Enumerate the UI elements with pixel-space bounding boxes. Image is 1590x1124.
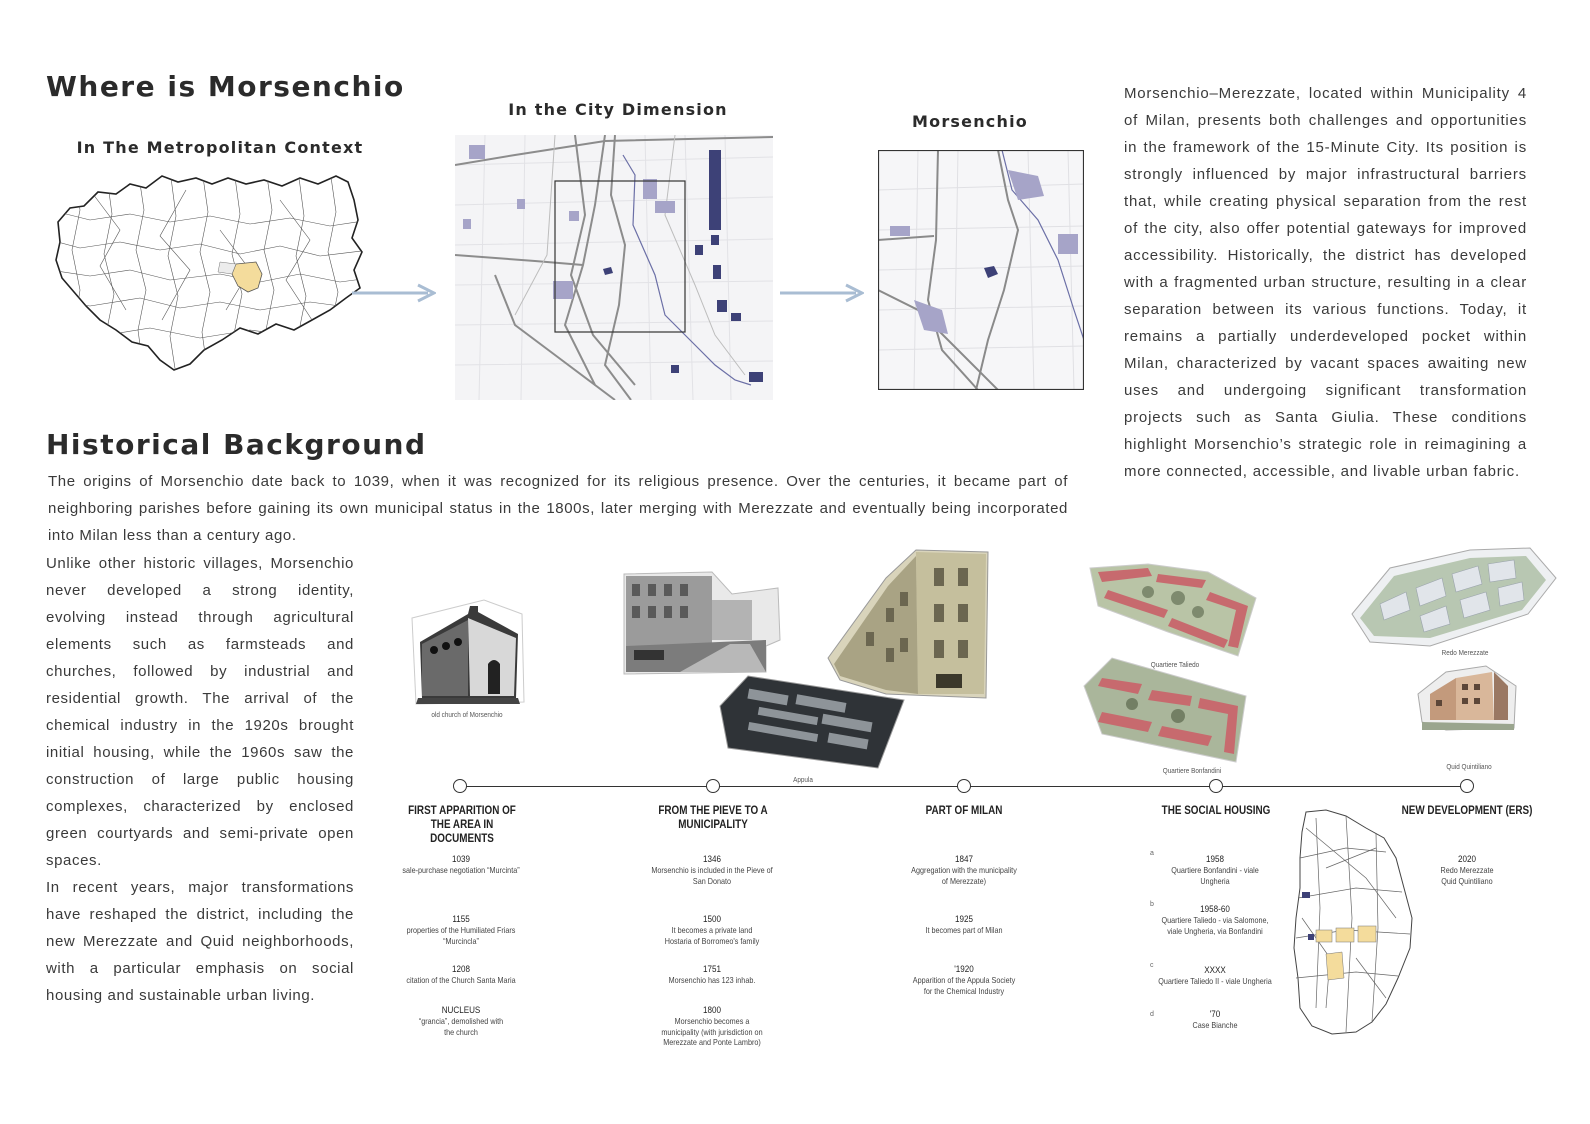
timeline-event: 1039 sale-purchase negotiation “Murcinta” [402, 854, 520, 875]
timeline-event: XXXX Quartiere Taliedo II - viale Ungheria [1158, 965, 1272, 986]
district-sketch-map [1286, 808, 1416, 1038]
history-intro: The origins of Morsenchio date back to 1039, when it was recognized for its religious presence. Over the centuries, it became part of neighboring parishes before gaining its own municipal status in the 1800s, later merging with Merezzate and eventually being incorporated into Milan less than a century ago. [48, 473, 1068, 544]
event-marker: c [1150, 962, 1154, 969]
arrow-right-icon [780, 283, 864, 303]
quid-quintiliano-photo [1416, 664, 1520, 732]
caption-appula: Appula [793, 775, 813, 784]
timeline-event: 1958-60 Quartiere Taliedo - via Salomone, viale Ungheria, via Bonfandini [1161, 904, 1269, 936]
caption-bonfandini: Quartiere Bonfandini [1162, 766, 1222, 775]
phase-title: PART OF MILAN [925, 805, 1003, 817]
timeline-node [1460, 779, 1474, 793]
timeline-event: 1751 Morsenchio has 123 inhab. [668, 964, 756, 985]
quartiere-taliedo-photo [1088, 562, 1258, 658]
timeline-event: 1925 It becomes part of Milan [925, 914, 1003, 935]
event-marker: d [1150, 1011, 1154, 1018]
event-marker: a [1150, 850, 1154, 857]
quartiere-bonfandini-photo [1082, 656, 1248, 764]
timeline-event: 1958 Quartiere Bonfandini - viale Ungheria [1171, 854, 1259, 886]
phase-title: THE SOCIAL HOUSING [1161, 805, 1271, 817]
metro-context-label: In The Metropolitan Context [76, 138, 364, 157]
timeline-node [957, 779, 971, 793]
history-title: Historical Background [46, 428, 427, 461]
timeline-event: 1800 Morsenchio becomes a municipality (with jurisdiction on Merezzate and Ponte Lambro) [661, 1005, 763, 1047]
caption-old-church: old church of Morsenchio [431, 710, 503, 719]
timeline-node [453, 779, 467, 793]
caption-redo: Redo Merezzate [1441, 648, 1489, 657]
timeline-event: '1920 Apparition of the Appula Society for the Chemical Industry [912, 964, 1016, 996]
history-paragraph-2: Unlike other historic villages, Morsenchio never developed a strong identity, evolving instead through agricultural elements such as farmsteads and churches, followed by industrial and residential growth. The arrival of the chemical industry in the 1920s brought initial housing, while the 1960s saw the construction of large public housing complexes, characterized by enclosed green courtyards and semi-private open spaces. [46, 555, 354, 869]
timeline-event: 1847 Aggregation with the municipality of Merezzate) [911, 854, 1017, 886]
timeline-node [1209, 779, 1223, 793]
timeline-event: NUCLEUS “grancia”, demolished with the church [418, 1005, 504, 1037]
caption-quid: Quid Quintiliano [1446, 762, 1492, 771]
phase-title: FIRST APPARITION OF THE AREA IN DOCUMENTS [408, 805, 516, 845]
history-paragraph-3: In recent years, major transformations have reshaped the district, including the new Merezzate and Quid neighborhoods, with a particular emphasis on social housing and sustainable urban living. [46, 879, 354, 1004]
appula-industry-photo [718, 672, 906, 772]
phase-title: FROM THE PIEVE TO A MUNICIPALITY [658, 805, 768, 831]
timeline-event: 1346 Morsenchio is included in the Pieve of San Donato [651, 854, 773, 886]
phase-title: NEW DEVELOPMENT (ERS) [1401, 805, 1533, 817]
where-description: Morsenchio–Merezzate, located within Municipality 4 of Milan, presents both challenges and opportunities in the framework of the 15-Minute City. Its position is strongly influenced by major infrastructural barriers that, while creating physical separation from the rest of the city, also offer potential gateways for improved accessibility. Historically, the district has developed with a fragmented urban structure, resulting in a clear separation between its various functions. Today, it remains a partially underdeveloped pocket within Milan, characterized by vacant spaces awaiting new uses and undergoing significant transformation projects such as Santa Giulia. These conditions highlight Morsenchio’s strategic role in reimagining a more connected, accessible, and livable urban fabric. [1124, 85, 1527, 480]
arrow-right-icon [352, 283, 436, 303]
timeline-event: 1155 properties of the Humiliated Friars “Murcincla” [406, 914, 516, 946]
timeline-event: 1500 It becomes a private land Hostaria of Borromeo's family [664, 914, 760, 946]
caption-taliedo: Quartiere Taliedo [1150, 660, 1200, 669]
timeline-event: 1208 citation of the Church Santa Maria [406, 964, 516, 985]
event-marker: b [1150, 901, 1154, 908]
where-title: Where is Morsenchio [46, 70, 405, 103]
timeline-node [706, 779, 720, 793]
old-church-photo [408, 598, 526, 708]
historic-street-photo [620, 570, 782, 678]
city-map [455, 135, 773, 400]
district-map [878, 150, 1084, 390]
redo-merezzate-photo [1350, 544, 1558, 648]
timeline-event: 2020 Redo Merezzate Quid Quintiliano [1440, 854, 1494, 886]
metropolitan-map [50, 170, 370, 375]
timeline-event: '70 Case Bianche [1192, 1009, 1238, 1030]
city-dimension-label: In the City Dimension [508, 100, 728, 119]
district-label: Morsenchio [912, 112, 1028, 131]
